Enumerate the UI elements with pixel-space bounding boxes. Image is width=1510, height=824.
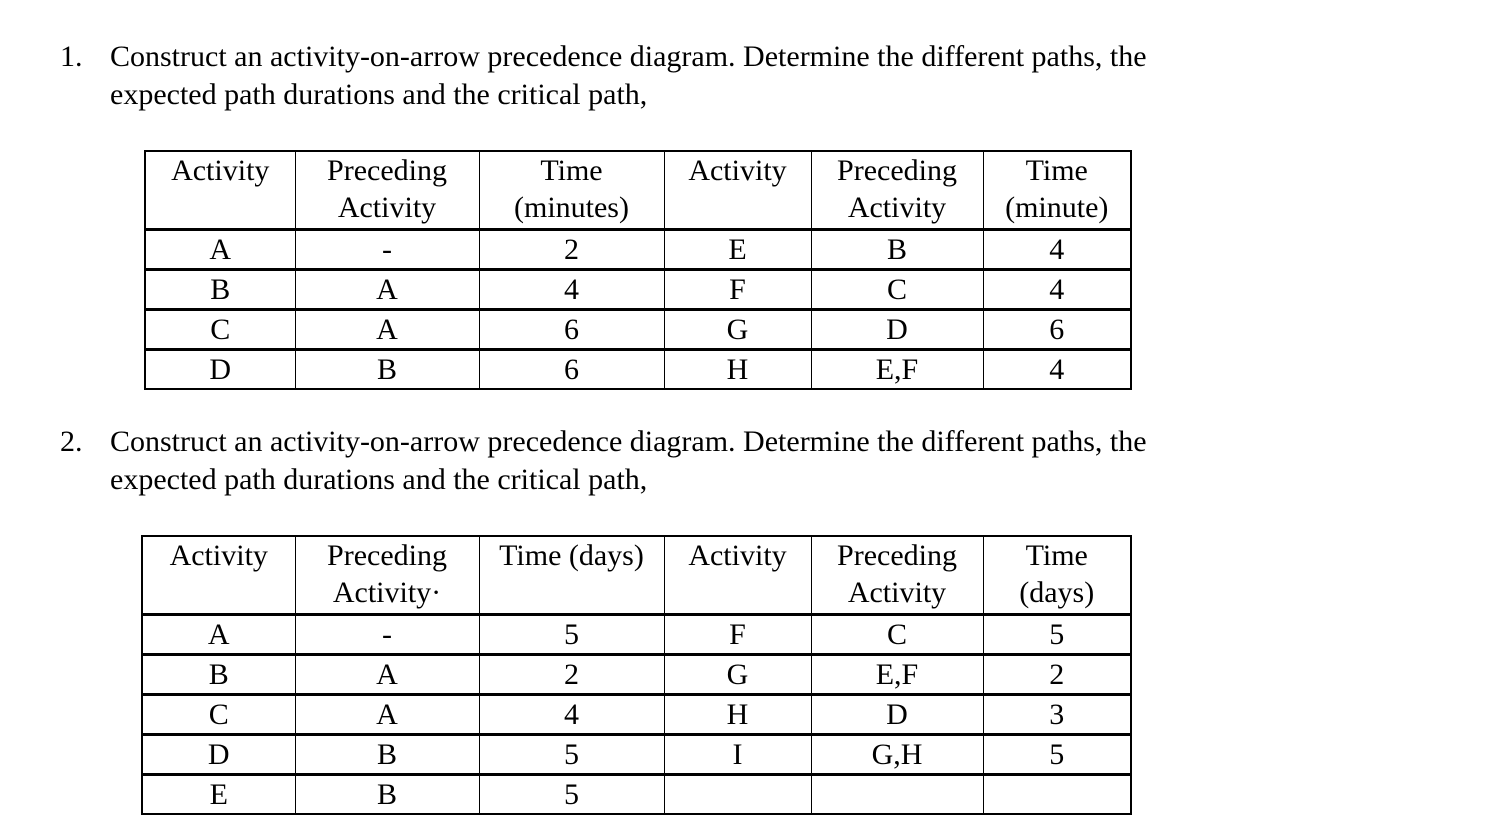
table-cell: 4: [983, 270, 1131, 310]
table-row: [142, 695, 1131, 735]
table-cell: 5: [983, 735, 1131, 775]
table-cell: 4: [479, 695, 664, 735]
table-cell: G,H: [811, 735, 983, 775]
table-row: [142, 775, 1131, 815]
table-cell: A: [295, 695, 479, 735]
table-cell: B: [295, 775, 479, 815]
table-cell: D: [811, 310, 983, 350]
table-cell: C: [811, 615, 983, 655]
question-1: [60, 38, 1320, 114]
header-cell: Time (minutes): [479, 151, 664, 230]
table-cell: D: [145, 350, 295, 390]
table-cell: B: [811, 230, 983, 270]
table-cell: A: [142, 615, 295, 655]
header-cell: Preceding Activity·: [295, 536, 479, 615]
table-row: [145, 310, 1131, 350]
table-cell: B: [295, 735, 479, 775]
question-2: [60, 423, 1320, 499]
table-row: [142, 655, 1131, 695]
header-cell: Time (days): [479, 536, 664, 615]
table-cell: 2: [479, 655, 664, 695]
table-cell: B: [295, 350, 479, 390]
table-cell: [983, 775, 1131, 815]
header-cell: Time (days): [983, 536, 1131, 615]
table-cell: D: [811, 695, 983, 735]
table-row: [145, 270, 1131, 310]
table-cell: [811, 775, 983, 815]
question-line: expected path durations and the critical path,: [110, 463, 648, 496]
table-cell: A: [295, 310, 479, 350]
table-cell: 5: [479, 735, 664, 775]
table-cell: E: [142, 775, 295, 815]
header-cell: Activity: [145, 151, 295, 230]
table-cell: A: [145, 230, 295, 270]
table-cell: 5: [479, 775, 664, 815]
question-text: [110, 38, 1320, 114]
table-cell: E: [664, 230, 811, 270]
table-cell: F: [664, 615, 811, 655]
question-number: 2.: [60, 425, 83, 458]
activity-table-2: [141, 535, 1132, 815]
table-cell: H: [664, 695, 811, 735]
table-row: [142, 615, 1131, 655]
table-cell: B: [145, 270, 295, 310]
table-row: [142, 735, 1131, 775]
header-cell: Preceding Activity: [295, 151, 479, 230]
table-cell: C: [142, 695, 295, 735]
table-cell: -: [295, 615, 479, 655]
table-cell: 4: [479, 270, 664, 310]
table-row: [145, 230, 1131, 270]
table-cell: E,F: [811, 350, 983, 390]
table-cell: 4: [983, 230, 1131, 270]
table-cell: H: [664, 350, 811, 390]
activity-table-1: [144, 150, 1132, 390]
table-header-row: [145, 151, 1131, 230]
header-cell: Time (minute): [983, 151, 1131, 230]
header-cell: Activity: [664, 536, 811, 615]
table-cell: C: [145, 310, 295, 350]
table-cell: G: [664, 655, 811, 695]
header-cell: Preceding Activity: [811, 536, 983, 615]
table-cell: 6: [479, 310, 664, 350]
question-text: [110, 423, 1320, 499]
table-cell: D: [142, 735, 295, 775]
table-cell: C: [811, 270, 983, 310]
table-cell: E,F: [811, 655, 983, 695]
table-cell: 5: [479, 615, 664, 655]
table-cell: I: [664, 735, 811, 775]
table-cell: 5: [983, 615, 1131, 655]
table-cell: 2: [983, 655, 1131, 695]
table-cell: 6: [983, 310, 1131, 350]
question-line: expected path durations and the critical path,: [110, 78, 648, 111]
question-line: Construct an activity-on-arrow precedence diagram. Determine the different paths, the: [110, 425, 1147, 458]
header-cell: Activity: [664, 151, 811, 230]
table-cell: 3: [983, 695, 1131, 735]
table-cell: 6: [479, 350, 664, 390]
table-cell: 4: [983, 350, 1131, 390]
question-number: 1.: [60, 40, 83, 73]
table-cell: G: [664, 310, 811, 350]
table-cell: -: [295, 230, 479, 270]
table-cell: A: [295, 655, 479, 695]
table-cell: B: [142, 655, 295, 695]
table-cell: [664, 775, 811, 815]
table-cell: A: [295, 270, 479, 310]
table-row: [145, 350, 1131, 390]
header-cell: Preceding Activity: [811, 151, 983, 230]
table-cell: 2: [479, 230, 664, 270]
header-cell: Activity: [142, 536, 295, 615]
table-header-row: [142, 536, 1131, 615]
table-cell: F: [664, 270, 811, 310]
question-line: Construct an activity-on-arrow precedence diagram. Determine the different paths, the: [110, 40, 1147, 73]
